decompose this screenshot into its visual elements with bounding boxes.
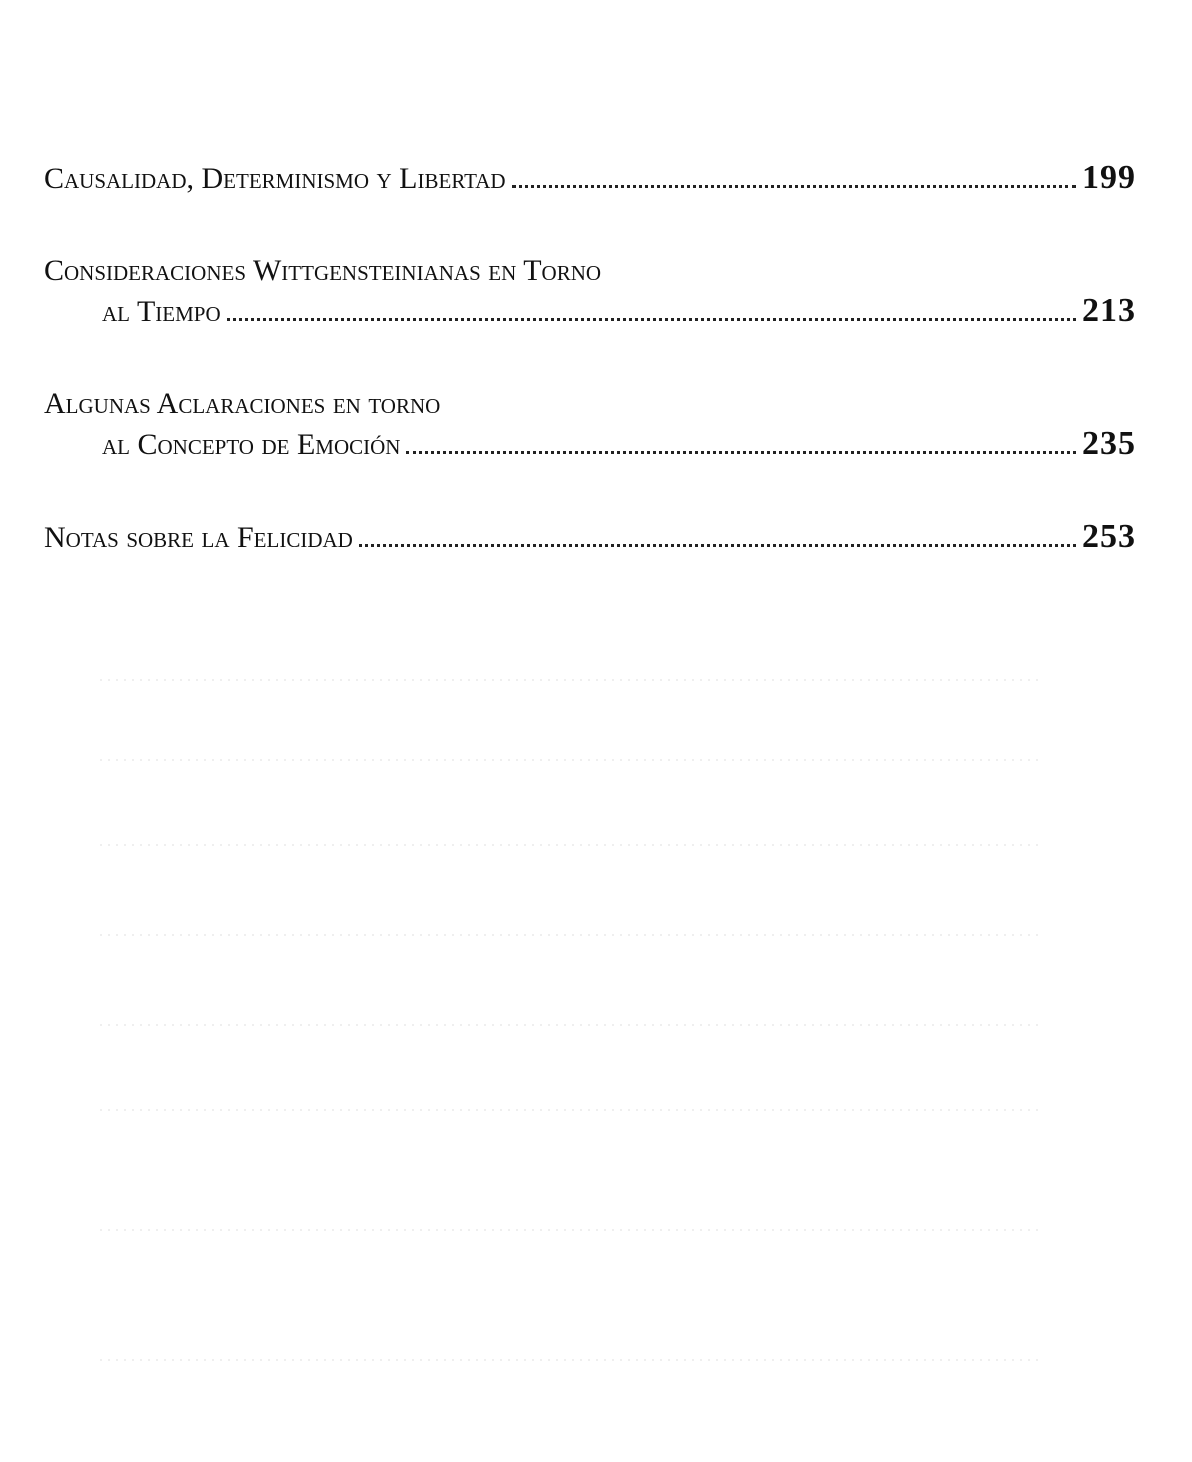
- toc-entry-felicidad: [44, 517, 1136, 558]
- toc-entry-causalidad: [44, 158, 1136, 199]
- toc-entry-page-number: 199: [1082, 159, 1136, 196]
- toc-entry-page-number: 213: [1082, 292, 1136, 329]
- toc-entry-title-line2: al Concepto de Emoción: [102, 428, 401, 461]
- dot-leader: [406, 451, 1076, 454]
- toc-line: [44, 291, 1136, 332]
- dot-leader: [227, 318, 1076, 321]
- toc-entry-aclaraciones: [44, 384, 1136, 465]
- toc-entry-title-line2: al Tiempo: [102, 295, 221, 328]
- toc-line: [44, 158, 1136, 199]
- toc-line: [44, 517, 1136, 558]
- toc-line: [44, 424, 1136, 465]
- bleed-through-texture: [0, 620, 1192, 1462]
- toc-entry-consideraciones: [44, 251, 1136, 332]
- toc-entry-title-line1: Algunas Aclaraciones en torno: [44, 387, 441, 420]
- dot-leader: [359, 544, 1076, 547]
- toc-entry-page-number: 235: [1082, 425, 1136, 462]
- toc-entry-title: Notas sobre la Felicidad: [44, 521, 353, 554]
- toc-entry-page-number: 253: [1082, 518, 1136, 555]
- toc-entry-title-line1: Consideraciones Wittgensteinianas en Torno: [44, 254, 602, 287]
- table-of-contents: [44, 158, 1136, 610]
- toc-entry-title: Causalidad, Determinismo y Libertad: [44, 162, 506, 195]
- dot-leader: [512, 185, 1076, 188]
